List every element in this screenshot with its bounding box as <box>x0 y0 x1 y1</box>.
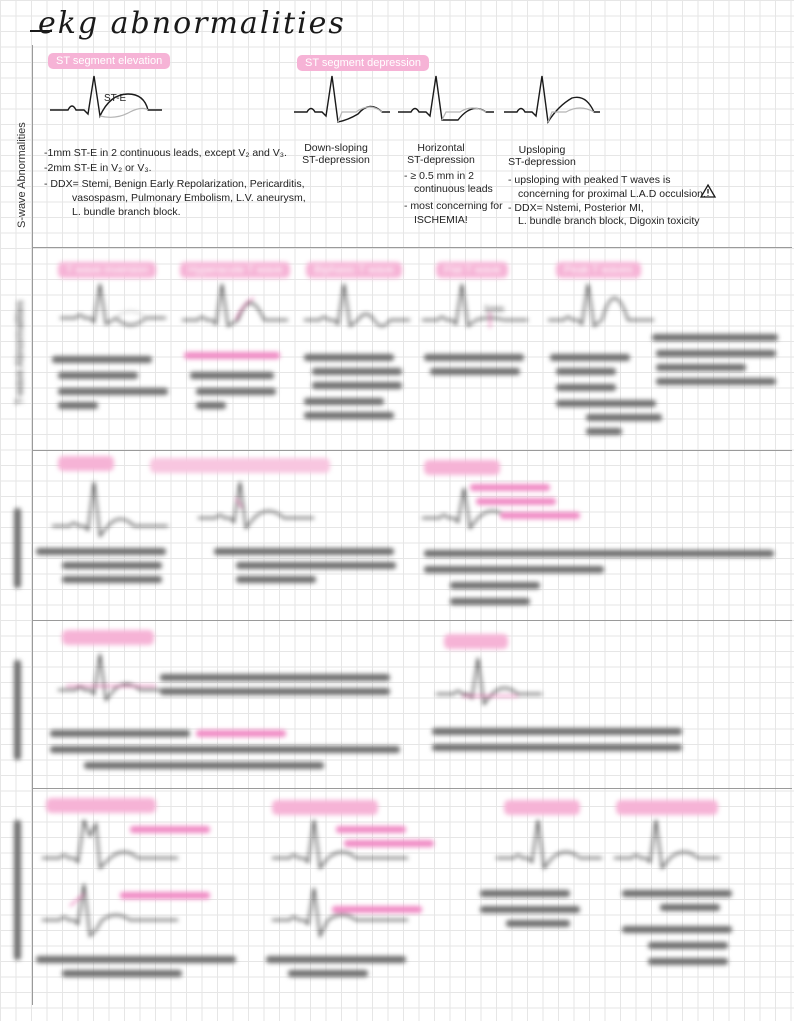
blurred-pill <box>444 634 508 649</box>
note-scribble <box>432 744 682 751</box>
horizontal-label-2: ST-depression <box>407 154 475 166</box>
note-scribble <box>130 826 210 833</box>
note-scribble <box>550 354 630 361</box>
note-scribble <box>656 350 776 357</box>
note-scribble <box>36 956 236 963</box>
note-scribble <box>450 582 540 589</box>
note-scribble <box>304 354 394 361</box>
biphasic-t-waveform <box>302 280 412 340</box>
blurred-pill <box>272 800 378 815</box>
note-scribble <box>160 688 390 695</box>
blurred-pill <box>46 798 156 813</box>
st-e-wave-label: ST-E <box>104 93 127 104</box>
note-scribble <box>62 576 162 583</box>
horizontal-note-2: continuous leads <box>414 183 493 195</box>
peak-t-waves-pill: Peak T waves <box>556 262 641 278</box>
note-scribble <box>656 364 746 371</box>
blurred-pill <box>424 460 500 475</box>
side-label-blurred <box>14 820 21 960</box>
qrs-waveform-2 <box>196 478 316 548</box>
note-scribble <box>556 400 656 407</box>
note-scribble <box>424 550 774 557</box>
note-scribble <box>190 372 274 379</box>
note-scribble <box>84 762 324 769</box>
note-scribble <box>288 970 368 977</box>
section-label-t-wave: T-wave Abnormalities <box>14 300 26 405</box>
note-scribble <box>214 548 394 555</box>
note-scribble <box>160 674 390 681</box>
blurred-pill <box>150 458 330 473</box>
section-divider-2 <box>32 450 792 451</box>
down-sloping-label-2: ST-depression <box>302 154 370 166</box>
upsloping-note-4: L. bundle branch block, Digoxin toxicity <box>518 215 700 227</box>
note-scribble <box>196 388 276 395</box>
block-waveform-2 <box>612 816 722 886</box>
note-scribble <box>622 926 732 933</box>
note-scribble <box>500 512 580 519</box>
note-scribble <box>236 576 316 583</box>
flat-t-1mm-label: 1mm <box>484 304 504 314</box>
side-label-blurred <box>14 508 21 588</box>
note-scribble <box>58 402 98 409</box>
hyperacute-t-wave-pill: Hyperacute T wave <box>180 262 290 278</box>
upsloping-label-1: Upsloping <box>518 144 566 156</box>
note-scribble <box>556 384 616 391</box>
note-scribble <box>332 906 422 913</box>
note-scribble <box>58 388 168 395</box>
horizontal-depression-waveform <box>396 72 496 132</box>
note-scribble <box>50 746 400 753</box>
blurred-pill <box>616 800 718 815</box>
st-elevation-pill: ST segment elevation <box>48 53 170 69</box>
note-scribble <box>660 904 720 911</box>
blurred-pill <box>504 800 580 815</box>
note-scribble <box>556 368 616 375</box>
horizontal-label-1: Horizontal <box>417 142 465 154</box>
note-scribble <box>656 378 776 385</box>
upsloping-note-3: - DDX= Nstemi, Posterior MI, <box>508 202 644 214</box>
blurred-pill <box>58 456 114 471</box>
note-scribble <box>424 566 604 573</box>
horizontal-note-3: - most concerning for <box>404 200 503 212</box>
note-scribble <box>424 354 524 361</box>
biphasic-t-wave-pill: Biphasic T wave <box>306 262 402 278</box>
horizontal-note-1: - ≥ 0.5 mm in 2 <box>404 170 474 182</box>
bbb-waveform-4 <box>270 880 410 950</box>
st-depression-pill: ST segment depression <box>297 55 429 71</box>
upsloping-note-1: - upsloping with peaked T waves is <box>508 174 671 186</box>
peaked-t-waveform <box>546 280 656 340</box>
note-scribble <box>58 372 138 379</box>
warning-triangle-icon <box>700 184 716 198</box>
block-waveform-1 <box>494 816 604 886</box>
upsloping-label-2: ST-depression <box>508 156 576 168</box>
note-scribble <box>470 484 550 491</box>
section-divider-4 <box>32 788 792 789</box>
interval-waveform <box>56 650 166 720</box>
note-scribble <box>432 728 682 735</box>
section-label-s-wave: S-wave Abnormalities <box>16 122 28 228</box>
note-scribble <box>480 906 580 913</box>
note-scribble <box>50 730 190 737</box>
note-scribble <box>266 956 406 963</box>
note-scribble <box>312 382 402 389</box>
note-scribble <box>62 562 162 569</box>
horizontal-note-4: ISCHEMIA! <box>414 214 468 226</box>
note-scribble <box>506 920 570 927</box>
hyperacute-t-waveform <box>180 280 290 340</box>
note-scribble <box>648 942 728 949</box>
note-scribble <box>476 498 556 505</box>
note-scribble <box>120 892 210 899</box>
note-scribble <box>430 368 520 375</box>
left-margin-line <box>32 45 33 1005</box>
section-divider-1 <box>32 247 792 248</box>
note-scribble <box>196 730 286 737</box>
note-scribble <box>344 840 434 847</box>
qrs-waveform <box>50 478 170 548</box>
note-scribble <box>450 598 530 605</box>
note-scribble <box>36 548 166 555</box>
note-scribble <box>622 890 732 897</box>
side-label-blurred <box>14 660 21 760</box>
note-scribble <box>480 890 570 897</box>
note-scribble <box>304 398 384 405</box>
note-scribble <box>652 334 778 341</box>
flat-t-wave-pill: Flat T wave <box>436 262 508 278</box>
interval-waveform-2 <box>434 654 544 724</box>
note-scribble <box>336 826 406 833</box>
t-inversion-waveform <box>58 280 168 340</box>
note-scribble <box>236 562 396 569</box>
bbb-waveform-2 <box>40 880 180 950</box>
down-sloping-depression-waveform <box>292 72 392 132</box>
st-elevation-note-3: - DDX= Stemi, Benign Early Repolarization, Pericarditis, <box>44 178 305 190</box>
note-scribble <box>52 356 152 363</box>
st-elevation-note-5: L. bundle branch block. <box>72 206 181 218</box>
note-scribble <box>184 352 280 359</box>
section-divider-3 <box>32 620 792 621</box>
st-elevation-note-4: vasospasm, Pulmonary Embolism, L.V. aneurysm, <box>72 192 306 204</box>
st-elevation-note-1: -1mm ST-E in 2 continuous leads, except V₂ and V₃. <box>44 147 287 159</box>
note-scribble <box>196 402 226 409</box>
upsloping-note-2: concerning for proximal L.A.D occulsion. <box>518 188 706 200</box>
down-sloping-label-1: Down-sloping <box>304 142 368 154</box>
note-scribble <box>586 428 622 435</box>
note-scribble <box>312 368 402 375</box>
note-scribble <box>62 970 182 977</box>
upsloping-depression-waveform <box>502 72 602 132</box>
note-scribble <box>648 958 728 965</box>
page-title: ekg abnormalities <box>38 6 346 41</box>
note-scribble <box>304 412 394 419</box>
note-scribble <box>586 414 662 421</box>
t-wave-inversion-pill: T wave inversion <box>58 262 156 278</box>
flat-t-waveform <box>420 280 530 340</box>
blurred-pill <box>62 630 154 645</box>
st-elevation-note-2: -2mm ST-E in V₂ or V₃. <box>44 162 152 174</box>
